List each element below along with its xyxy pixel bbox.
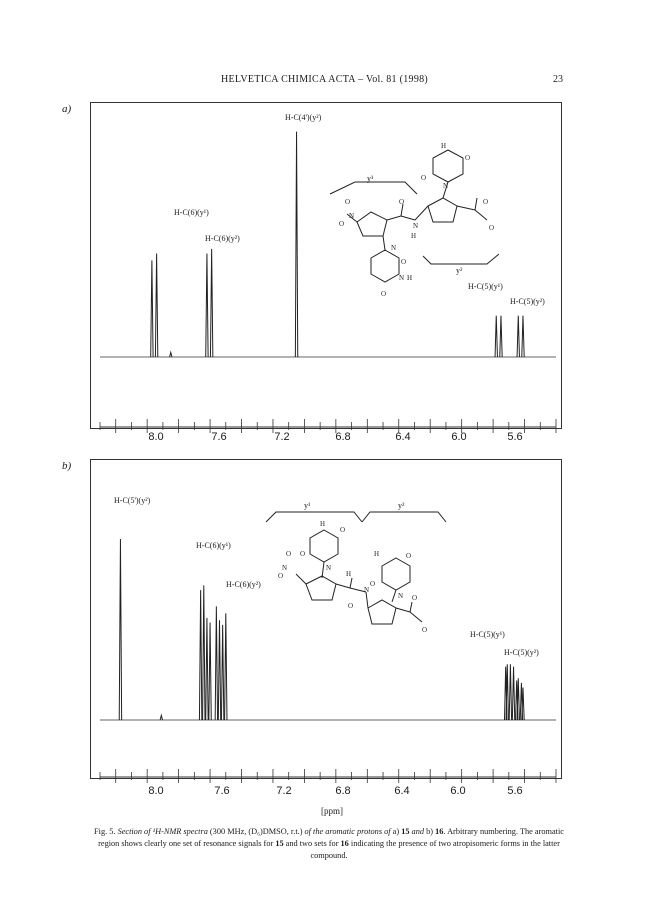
svg-text:N: N — [443, 182, 449, 190]
svg-text:O: O — [345, 198, 351, 206]
structure-label-a-y1: y¹ — [367, 174, 374, 183]
spectrum-b-peak-4 — [206, 618, 208, 720]
x-tick-b-5: 6.0 — [450, 785, 466, 797]
spectrum-b-peak-11 — [506, 664, 508, 720]
spectrum-b-peak-12 — [509, 664, 511, 720]
structure-label-a-y2: y² — [456, 266, 463, 275]
spectrum-b-peak-0 — [119, 539, 121, 720]
structure-label-b-y1: y¹ — [304, 501, 311, 510]
peak-label-b-4: H-C(5)(y²) — [504, 648, 539, 657]
caption-fig: Fig. 5. — [94, 827, 116, 836]
svg-text:O: O — [422, 626, 428, 634]
spectrum-b-peak-7 — [218, 620, 220, 720]
svg-text:H: H — [346, 570, 352, 578]
caption-bold-1: 15 — [401, 827, 410, 836]
caption-bold-2: 16 — [435, 827, 444, 836]
x-tick-b-4: 6.4 — [394, 785, 410, 797]
caption-plain-5: and two sets for — [283, 839, 341, 848]
peak-label-a-0: H-C(4')(y²) — [285, 113, 322, 122]
svg-text:O: O — [278, 572, 284, 580]
x-tick-a-4: 6.4 — [395, 431, 411, 443]
x-axis-label-b: [ppm] — [321, 806, 343, 816]
caption-plain-1: (300 MHz, (D₆)DMSO, r.t.) — [207, 827, 305, 836]
peak-label-a-4: H-C(5)(y²) — [510, 297, 545, 306]
peak-label-a-2: H-C(6)(y²) — [205, 234, 240, 243]
svg-text:H: H — [374, 550, 380, 558]
svg-text:H: H — [407, 274, 413, 282]
caption-plain-2: a) — [390, 827, 402, 836]
svg-text:N: N — [413, 222, 419, 230]
svg-text:N: N — [326, 564, 332, 572]
x-tick-b-3: 6.8 — [335, 785, 351, 797]
caption-italic-1: Section of ¹H-NMR spectra — [117, 827, 208, 836]
spectrum-b-peak-13 — [512, 667, 514, 720]
peak-label-a-1: H-C(6)(y¹) — [174, 208, 209, 217]
svg-text:H: H — [441, 142, 447, 150]
page-number: 23 — [553, 74, 563, 85]
x-tick-b-2: 7.2 — [276, 785, 292, 797]
spectrum-b-peak-3 — [203, 585, 205, 720]
structure-label-b-y2: y² — [398, 501, 405, 510]
caption-italic-2: of the aromatic protons of — [304, 827, 391, 836]
svg-text:O: O — [465, 154, 471, 162]
svg-text:O: O — [286, 550, 292, 558]
caption-plain-6: indicating the presence of two atropisomeric forms in the latter compound. — [310, 839, 560, 860]
svg-text:O: O — [300, 550, 306, 558]
x-tick-b-1: 7.6 — [214, 785, 230, 797]
caption-plain-4: . Arbitrary numbering. The aromatic region shows clearly one set of resonance signals for — [98, 827, 564, 848]
x-tick-a-3: 6.8 — [335, 431, 351, 443]
svg-text:O: O — [348, 602, 354, 610]
svg-text:H: H — [411, 232, 417, 240]
svg-text:O: O — [339, 220, 345, 228]
svg-text:O: O — [401, 258, 407, 266]
svg-text:N: N — [364, 586, 370, 594]
molecule-structure-b — [262, 508, 452, 653]
x-tick-a-1: 7.6 — [211, 431, 227, 443]
spectrum-b-peak-6 — [215, 606, 217, 720]
x-tick-a-2: 7.2 — [274, 431, 290, 443]
svg-text:O: O — [370, 580, 376, 588]
svg-text:O: O — [381, 290, 387, 298]
peak-label-b-0: H-C(5')(y²) — [114, 496, 151, 505]
svg-text:O: O — [489, 224, 495, 232]
spectrum-b-peak-1 — [160, 715, 162, 720]
spectrum-b-peak-15 — [517, 678, 519, 720]
svg-text:N: N — [349, 212, 355, 220]
peak-label-a-3: H-C(5)(y¹) — [468, 282, 503, 291]
svg-text:O: O — [399, 198, 405, 206]
svg-text:O: O — [412, 594, 418, 602]
peak-label-b-3: H-C(5)(y¹) — [470, 630, 505, 639]
svg-text:N: N — [398, 592, 404, 600]
svg-text:H: H — [320, 520, 326, 528]
spectrum-b-peak-8 — [221, 625, 223, 720]
caption-plain-3: b) — [424, 827, 436, 836]
running-title: HELVETICA CHIMICA ACTA – Vol. 81 (1998) — [220, 74, 429, 85]
peak-label-b-1: H-C(6)(y¹) — [196, 541, 231, 550]
spectrum-b-peak-2 — [199, 590, 201, 720]
spectrum-b-peak-9 — [225, 613, 227, 720]
x-tick-a-6: 5.6 — [507, 431, 523, 443]
svg-text:N: N — [282, 564, 288, 572]
svg-text:O: O — [406, 552, 412, 560]
caption-italic-3: and — [409, 827, 425, 836]
panel-a-label: a) — [62, 103, 72, 115]
caption-bold-3: 15 — [275, 839, 284, 848]
peak-label-b-2: H-C(6)(y²) — [226, 580, 261, 589]
svg-text:O: O — [421, 174, 427, 182]
x-tick-a-5: 6.0 — [451, 431, 467, 443]
x-tick-b-0: 8.0 — [148, 785, 164, 797]
svg-text:O: O — [483, 198, 489, 206]
svg-text:N: N — [399, 274, 405, 282]
svg-text:N: N — [391, 244, 397, 252]
svg-text:O: O — [340, 526, 346, 534]
spectrum-b-peak-5 — [209, 623, 211, 720]
x-tick-a-0: 8.0 — [148, 431, 164, 443]
caption-bold-4: 16 — [340, 839, 349, 848]
panel-b-label: b) — [62, 460, 72, 472]
x-tick-b-6: 5.6 — [507, 785, 523, 797]
figure-caption — [84, 826, 574, 862]
